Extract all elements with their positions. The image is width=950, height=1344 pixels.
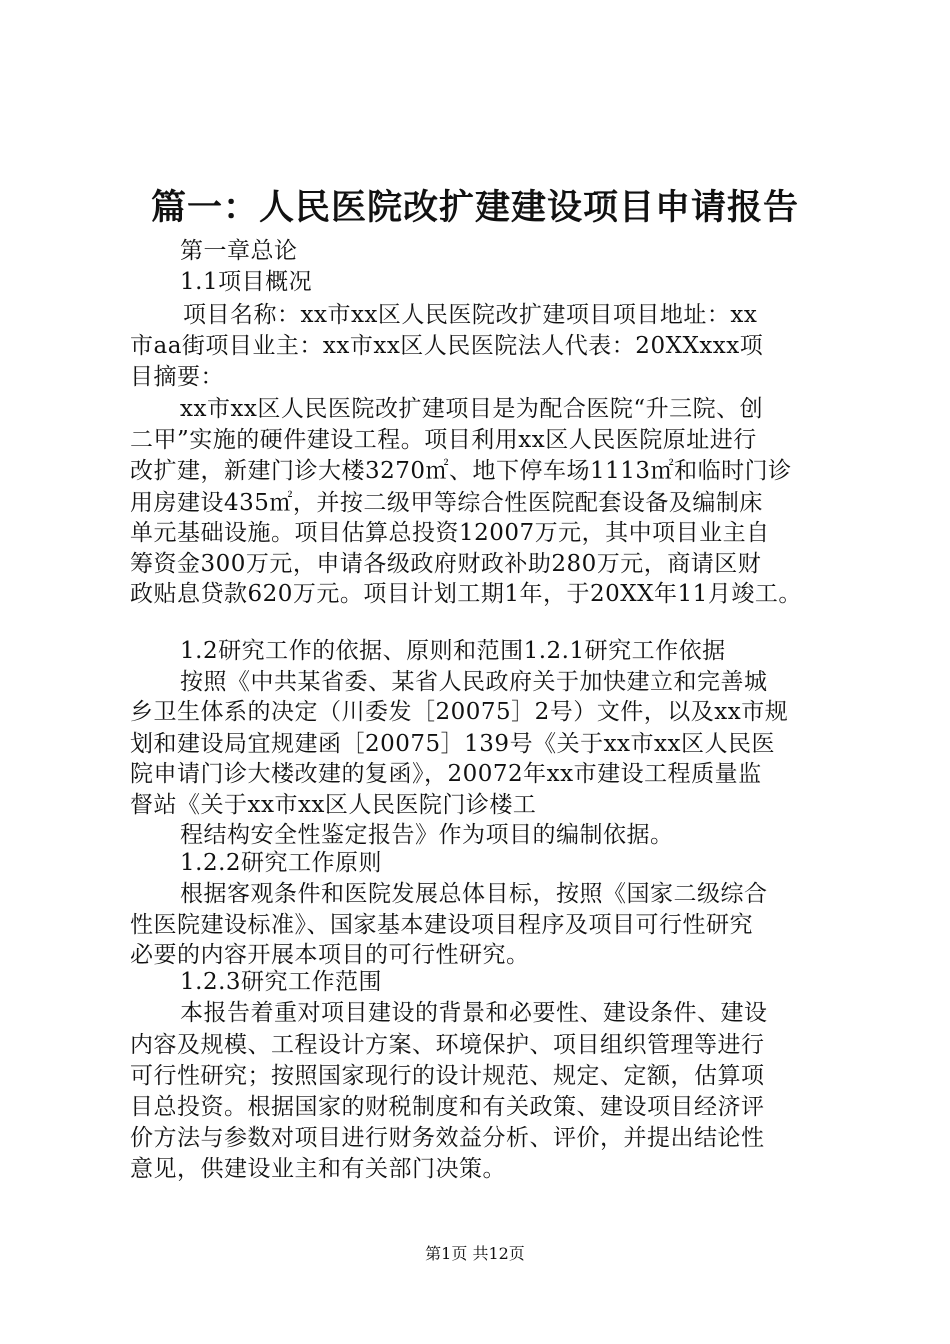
paragraph-line: 本报告着重对项目建设的背景和必要性、建设条件、建设 <box>180 1000 768 1026</box>
paragraph-line: 单元基础设施。项目估算总投资12007万元，其中项目业主自 <box>130 520 770 546</box>
paragraph-line: 内容及规模、工程设计方案、环境保护、项目组织管理等进行 <box>130 1032 765 1058</box>
paragraph-line: 划和建设局宜规建函［20075］139号《关于xx市xx区人民医 <box>130 731 775 757</box>
paragraph-line: 目总投资。根据国家的财税制度和有关政策、建设项目经济评 <box>130 1094 765 1120</box>
paragraph-line: 目摘要： <box>130 364 224 390</box>
paragraph-line: 程结构安全性鉴定报告》作为项目的编制依据。 <box>180 822 674 848</box>
section-heading: 1.2.3研究工作范围 <box>180 969 383 995</box>
paragraph-line: 二甲”实施的硬件建设工程。项目利用xx区人民医院原址进行 <box>130 427 757 453</box>
section-heading: 1.2研究工作的依据、原则和范围1.2.1研究工作依据 <box>180 638 726 664</box>
paragraph-line: 政贴息贷款620万元。项目计划工期1年，于20XX年11月竣工。 <box>130 581 802 607</box>
paragraph-line: 改扩建，新建门诊大楼3270㎡、地下停车场1113㎡和临时门诊 <box>130 458 792 484</box>
section-heading: 1.2.2研究工作原则 <box>180 850 383 876</box>
paragraph-line: 意见，供建设业主和有关部门决策。 <box>130 1156 506 1182</box>
paragraph-line: 必要的内容开展本项目的可行性研究。 <box>130 942 530 968</box>
paragraph-line: 价方法与参数对项目进行财务效益分析、评价，并提出结论性 <box>130 1125 765 1151</box>
paragraph-line: 性医院建设标准》、国家基本建设项目程序及项目可行性研究 <box>130 912 753 938</box>
paragraph-line: xx市xx区人民医院改扩建项目是为配合医院“升三院、创 <box>180 396 764 422</box>
paragraph-line: 院申请门诊大楼改建的复函》，20072年xx市建设工程质量监 <box>130 761 762 787</box>
paragraph-line: 筹资金300万元，申请各级政府财政补助280万元，商请区财 <box>130 551 762 577</box>
paragraph-line: 乡卫生体系的决定（川委发［20075］2号）文件，以及xx市规 <box>130 699 789 725</box>
paragraph-line: 市aa街项目业主：xx市xx区人民医院法人代表：20XXxxx项 <box>130 333 764 359</box>
chapter-heading: 第一章总论 <box>180 238 298 264</box>
paragraph-line: 根据客观条件和医院发展总体目标，按照《国家二级综合 <box>180 881 768 907</box>
section-heading: 1.1项目概况 <box>180 269 313 295</box>
paragraph-line: 可行性研究；按照国家现行的设计规范、规定、定额，估算项 <box>130 1063 765 1089</box>
paragraph-line: 督站《关于xx市xx区人民医院门诊楼工 <box>130 792 537 818</box>
page-footer: 第1页 共12页 <box>425 1244 525 1263</box>
document-title: 篇一：人民医院改扩建建设项目申请报告 <box>150 187 799 228</box>
paragraph-line: 按照《中共某省委、某省人民政府关于加快建立和完善城 <box>180 669 768 695</box>
paragraph-line: 用房建设435㎡，并按二级甲等综合性医院配套设备及编制床 <box>130 490 763 516</box>
paragraph-line: 项目名称：xx市xx区人民医院改扩建项目项目地址：xx <box>183 302 758 328</box>
